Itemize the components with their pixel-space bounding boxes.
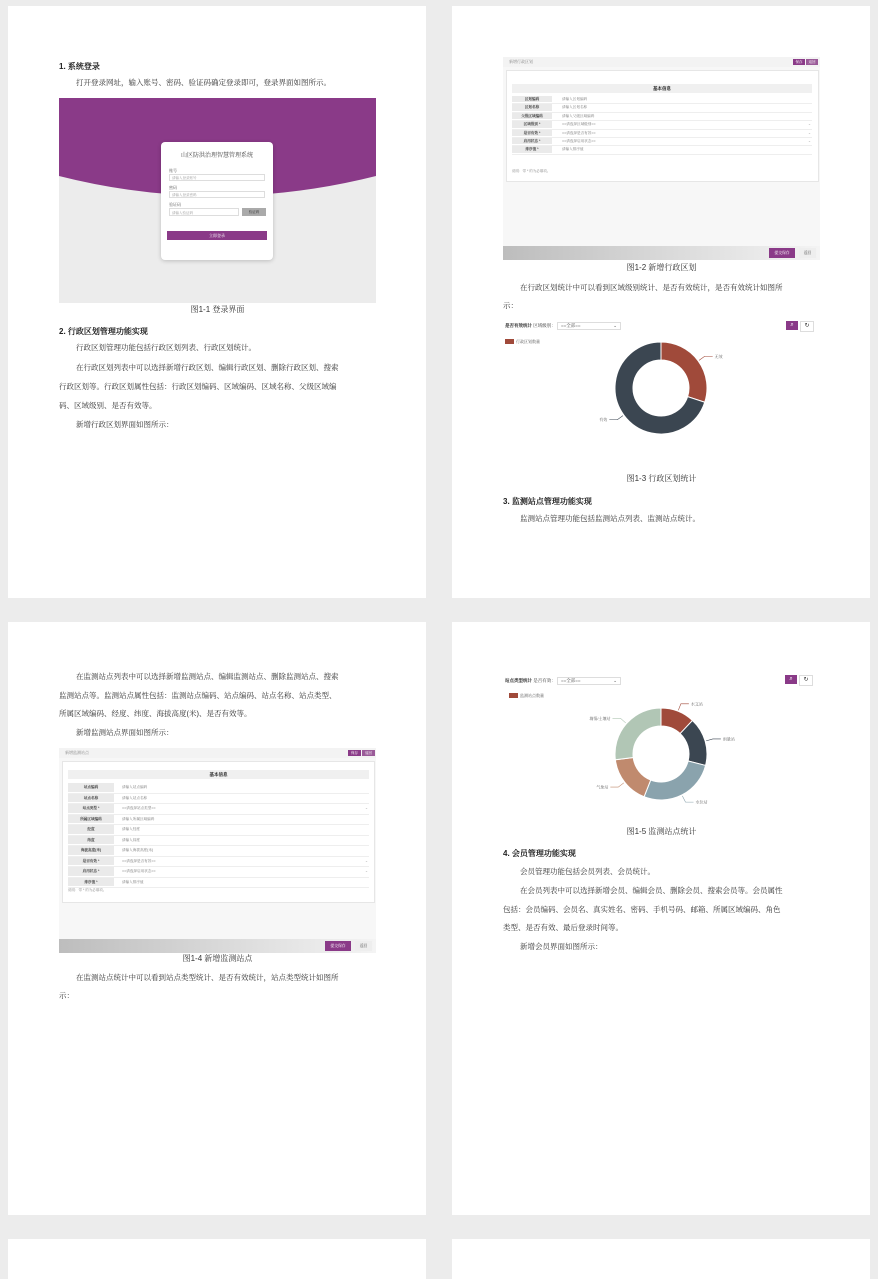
- document-page-5: [8, 1239, 426, 1279]
- search-icon[interactable]: ⌕: [785, 675, 797, 684]
- slice-label: 无效: [714, 353, 723, 359]
- form-input[interactable]: 请输入排序值: [122, 879, 144, 884]
- cancel-button[interactable]: 返回: [355, 941, 372, 951]
- form-title-bar: [59, 748, 376, 758]
- label-leader-line: [699, 356, 713, 360]
- submit-button[interactable]: 提交保存: [325, 941, 351, 951]
- filter-label: 区域级别：: [533, 323, 556, 328]
- stat-title: 站点类型统计: [505, 678, 532, 683]
- paragraph: 新增行政区划界面如图所示：: [76, 420, 174, 429]
- form-input[interactable]: 请输入海拔高度(米): [122, 848, 154, 852]
- form-field-label: 是否有效 *: [512, 130, 552, 136]
- slice-label: 墒情/土壤站: [589, 715, 611, 721]
- chevron-down-icon: ⌄: [365, 858, 369, 863]
- form-title-bar: [503, 57, 820, 67]
- paragraph: 行政区划管理功能包括行政区划列表、行政区划统计。: [76, 343, 256, 352]
- form-section-title: 基本信息: [512, 84, 812, 93]
- form-field-label: 排序值 *: [512, 146, 552, 152]
- form-rows: [68, 762, 369, 902]
- submit-button[interactable]: 提交保存: [769, 248, 795, 258]
- label-leader-line: [609, 416, 623, 420]
- paragraph: 包括：会员编码、会员名、真实姓名、密码、手机号码、邮箱、所属区域编码、角色: [503, 905, 781, 914]
- form-field-label: 启用状态 *: [68, 867, 114, 876]
- form-input[interactable]: 请输入站点编码: [122, 785, 148, 789]
- form-input[interactable]: 请输入经度: [122, 827, 140, 831]
- paragraph: 会员管理功能包括会员列表、会员统计。: [520, 867, 655, 876]
- donut-slice[interactable]: [615, 758, 650, 797]
- heading-admin-division: 2. 行政区划管理功能实现: [59, 327, 148, 336]
- label-leader-line: [610, 783, 624, 787]
- form-panel: [62, 761, 375, 903]
- form-field-label: 站点名称: [68, 794, 114, 803]
- paragraph: 新增监测站点界面如图所示：: [76, 728, 174, 737]
- form-field-label: 纬度: [68, 836, 114, 845]
- back-button[interactable]: 返回: [806, 59, 818, 65]
- paragraph: 监测站点管理功能包括监测站点列表、监测站点统计。: [520, 514, 700, 523]
- chevron-down-icon: ⌄: [613, 323, 618, 328]
- label-leader-line: [706, 739, 721, 741]
- label-leader-line: [612, 718, 625, 723]
- login-title: 山区防洪治理智慧管理系统: [180, 153, 253, 159]
- form-select[interactable]: ==请选择是否有效==: [562, 130, 596, 135]
- paragraph: 码、区域级别、是否有效等。: [59, 401, 157, 410]
- form-select[interactable]: ==请选择站点类型==: [122, 806, 156, 810]
- account-label: 账号: [169, 168, 177, 173]
- paragraph: 新增会员界面如图所示：: [520, 942, 603, 951]
- form-panel: [506, 70, 819, 182]
- station-stat-screenshot: [503, 672, 820, 822]
- captcha-input[interactable]: 请输入验证码: [169, 208, 239, 216]
- slice-label: 有效: [599, 417, 608, 423]
- donut-slice[interactable]: [644, 761, 705, 800]
- heading-member-management: 4. 会员管理功能实现: [503, 849, 576, 858]
- save-button[interactable]: 保存: [793, 59, 805, 65]
- heading-system-login: 1. 系统登录: [59, 62, 100, 71]
- figure-caption: 图1-5 监测站点统计: [626, 827, 697, 836]
- form-input[interactable]: 请输入区划名称: [562, 105, 588, 110]
- form-note: 说明：带 * 的为必填项。: [68, 888, 107, 892]
- captcha-label: 验证码: [169, 202, 181, 207]
- form-field-label: 站点编码: [68, 783, 114, 792]
- slice-label: 雨量站: [722, 736, 735, 742]
- filter-select[interactable]: [557, 677, 621, 685]
- form-field-label: 经度: [68, 825, 114, 834]
- chevron-down-icon: ⌄: [365, 806, 369, 810]
- chevron-down-icon: ⌄: [808, 139, 812, 143]
- document-page-4: [452, 622, 870, 1215]
- form-select[interactable]: ==请选择区域级别==: [562, 122, 596, 127]
- document-page-2: [452, 6, 870, 598]
- form-input[interactable]: 请输入父级区域编码: [562, 113, 595, 118]
- chevron-down-icon: ⌄: [613, 678, 618, 683]
- form-field-label: 海拔高度(米): [68, 846, 114, 855]
- form-note: 说明：带 * 的为必填项。: [512, 169, 551, 173]
- document-page-6: [452, 1239, 870, 1279]
- form-field-label: 排序值 *: [68, 878, 114, 887]
- password-label: 密码: [169, 185, 177, 190]
- captcha-image[interactable]: 验证码: [242, 208, 266, 216]
- paragraph: 示：: [503, 301, 518, 310]
- paragraph: 打开登录网址，输入账号、密码、验证码确定登录即可，登录界面如图所示。: [76, 78, 331, 87]
- form-select[interactable]: ==请选择是否有效==: [122, 858, 156, 863]
- form-section-title: 基本信息: [68, 770, 369, 779]
- form-row: [512, 145, 812, 154]
- filter-select[interactable]: [557, 322, 621, 330]
- paragraph: 监测站点等。监测站点属性包括：监测站点编码、站点编码、站点名称、站点类型、: [59, 691, 337, 700]
- stat-header: [505, 322, 621, 330]
- document-page-1: [8, 6, 426, 598]
- figure-caption: 图1-4 新增监测站点: [182, 954, 253, 963]
- form-field-label: 区划编码: [512, 96, 552, 102]
- label-leader-line: [678, 704, 689, 711]
- label-leader-line: [682, 796, 693, 802]
- account-input[interactable]: 请输入登录账号: [169, 174, 265, 181]
- form-field-label: 所属区域编码: [68, 815, 114, 824]
- add-station-form-screenshot: [59, 748, 376, 953]
- slice-label: 水位站: [695, 799, 708, 805]
- refresh-icon[interactable]: ↻: [799, 675, 813, 686]
- donut-slice[interactable]: [661, 342, 707, 402]
- form-row: [68, 877, 369, 889]
- form-field-label: 是否有效 *: [68, 857, 114, 866]
- legend-label: 监测站点数量: [520, 693, 544, 698]
- filter-label: 是否有效：: [533, 678, 556, 683]
- chevron-down-icon: ⌄: [808, 130, 812, 135]
- slice-label: 水文站: [690, 701, 703, 707]
- paragraph: 在监测站点统计中可以看到站点类型统计、是否有效统计，站点类型统计如图所: [76, 973, 339, 982]
- donut-slice[interactable]: [615, 708, 661, 760]
- paragraph: 示：: [59, 991, 74, 1000]
- paragraph: 行政区划等。行政区划属性包括：行政区划编码、区域编码、区域名称、父级区域编: [59, 382, 337, 391]
- save-button[interactable]: 保存: [348, 750, 361, 756]
- figure-caption: 图1-1 登录界面: [190, 305, 245, 314]
- form-field-label: 父级区域编码: [512, 113, 552, 119]
- login-screenshot: [59, 98, 376, 303]
- password-input[interactable]: 请输入登录密码: [169, 191, 265, 198]
- filter-value: ==全部==: [561, 323, 581, 328]
- filter-value: ==全部==: [561, 678, 581, 683]
- donut-chart: [503, 338, 820, 468]
- search-icon[interactable]: ⌕: [786, 321, 798, 330]
- login-button[interactable]: 立即登录: [167, 231, 267, 240]
- add-division-form-screenshot: [503, 57, 820, 260]
- figure-caption: 图1-2 新增行政区划: [626, 263, 697, 272]
- stat-header: [505, 677, 621, 685]
- refresh-icon[interactable]: ↻: [800, 321, 814, 332]
- paragraph: 在行政区划统计中可以看到区域级别统计、是否有效统计，是否有效统计如图所: [520, 283, 783, 292]
- login-card: [161, 142, 273, 260]
- paragraph: 类型、是否有效、最后登录时间等。: [503, 923, 623, 932]
- donut-chart: [503, 692, 820, 822]
- form-select[interactable]: ==请选择启用状态==: [122, 869, 156, 873]
- slice-label: 气象站: [596, 784, 609, 790]
- form-rows: [512, 71, 812, 181]
- form-input[interactable]: 请输入所属区域编码: [122, 816, 155, 821]
- paragraph: 在行政区划列表中可以选择新增行政区划、编辑行政区划、删除行政区划、搜索: [76, 363, 339, 372]
- form-field-label: 站点类型 *: [68, 804, 114, 813]
- heading-monitoring-station: 3. 监测站点管理功能实现: [503, 497, 592, 506]
- division-stat-screenshot: [503, 318, 820, 468]
- form-title: 新增行政区划: [509, 59, 533, 64]
- legend-label: 行政区划数量: [516, 339, 540, 344]
- form-select[interactable]: ==请选择启用状态==: [562, 139, 596, 143]
- paragraph: 在监测站点列表中可以选择新增监测站点、编辑监测站点、删除监测站点、搜索: [76, 672, 339, 681]
- form-title: 新增监测站点: [65, 750, 89, 755]
- chevron-down-icon: ⌄: [365, 869, 369, 873]
- cancel-button[interactable]: 返回: [799, 248, 816, 258]
- document-page-3: [8, 622, 426, 1215]
- paragraph: 在会员列表中可以选择新增会员、编辑会员、删除会员、搜索会员等。会员属性: [520, 886, 783, 895]
- form-field-label: 区域级别 *: [512, 121, 552, 127]
- paragraph: 所属区域编码、经度、纬度、海拔高度(米)、是否有效等。: [59, 709, 252, 718]
- form-field-label: 启用状态 *: [512, 138, 552, 144]
- form-input[interactable]: 请输入纬度: [122, 837, 140, 842]
- form-field-label: 区划名称: [512, 104, 552, 110]
- form-input[interactable]: 请输入区划编码: [562, 97, 588, 101]
- figure-caption: 图1-3 行政区划统计: [626, 474, 697, 483]
- chevron-down-icon: ⌄: [808, 122, 812, 127]
- form-input[interactable]: 请输入站点名称: [122, 795, 148, 800]
- form-input[interactable]: 请输入排序值: [562, 147, 584, 152]
- back-button[interactable]: 返回: [362, 750, 375, 756]
- stat-title: 是否有效统计: [505, 323, 532, 328]
